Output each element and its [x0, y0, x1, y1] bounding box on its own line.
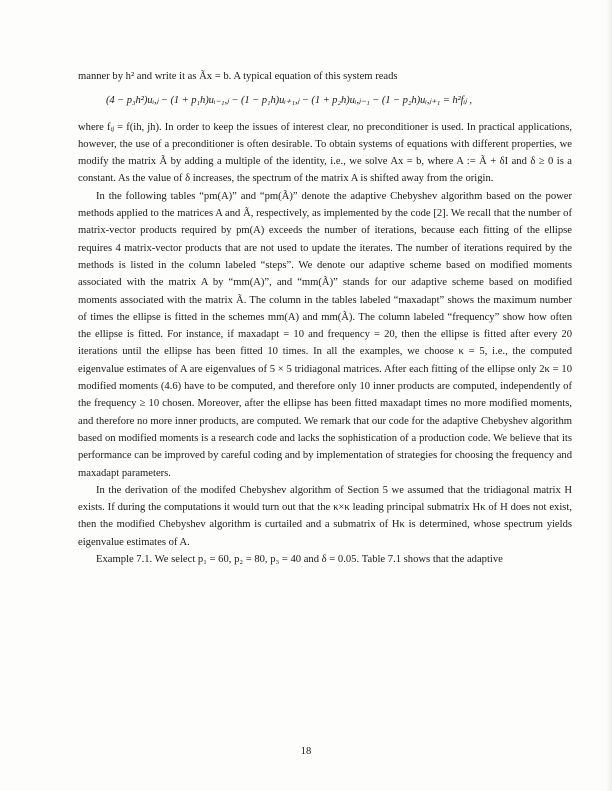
page-number: 18 [300, 746, 312, 757]
difference-equation: (4 − p₃h²)uᵢ,ⱼ − (1 + p₁h)uᵢ₋₁,ⱼ − (1 − p₁h)uᵢ₊₁,ⱼ − (1 + p₂h)uᵢ,ⱼ₋₁ − (1 − p₂h)uᵢ,ⱼ₊₁ = h²fᵢⱼ , [106, 95, 472, 107]
scan-edge-shadow [606, 0, 612, 791]
paragraph-where: where fᵢⱼ = f(ih, jh). In order to keep the issues of interest clear, no preconditioner is used. In practical applications, however, the use of a preconditioner is often desirable. To obtain systems of equations with different properties, we modify the matrix Ã by adding a multiple of the identity, i.e., we solve Ax = b, where A := Ã + δI and δ ≥ 0 is a constant. As the value of δ increases, the spectrum of the matrix A is shifted away from the origin. [78, 121, 572, 185]
paragraph-intro-line: manner by h² and write it as Ãx = b. A typical equation of this system reads [78, 71, 398, 82]
paragraph-derivation: In the derivation of the modifed Chebyshev algorithm of Section 5 we assumed that the tridiagonal matrix H exists. If during the computations it would turn out that the κ×κ leading principal submatrix Hκ of H does not exist, then the modified Chebyshev algorithm is curtailed and a submatrix of Hκ is determined, whose spectrum yields eigenvalue estimates of A. [78, 484, 572, 548]
paragraph-example: Example 7.1. We select p₁ = 60, p₂ = 80, p₃ = 40 and δ = 0.05. Table 7.1 shows that the adaptive [96, 554, 503, 566]
body-text [78, 68, 572, 568]
paragraph-tables: In the following tables “pm(A)” and “pm(Ã)” denote the adaptive Chebyshev algorithm based on the power methods applied to the matrices A and Ã, respectively, as implemented by the code [2]. We recall that the number of matrix-vector products required by pm(A) exceeds the number of iterations, because each fitting of the ellipse requires 4 matrix-vector products that are not used to update the iterates. The number of iterations required by the methods is listed in the column labeled “steps”. We denote our adaptive scheme based on modified moments associated with the matrix A by “mm(A)”, and “mm(Ã)” stands for our adaptive scheme based on modified moments associated with the matrix Ã. The column in the tables labeled “maxadapt” shows the maximum number of times the ellipse is fitted in the schemes mm(A) and mm(Ã). The column labeled “frequency” show how often the ellipse is fitted. For instance, if maxadapt = 10 and frequency = 20, then the ellipse is fitted after every 20 iterations until the ellipse has been fitted 10 times. In all the examples, we choose κ = 5, i.e., the computed eigenvalue estimates of A are eigenvalues of 5 × 5 tridiagonal matrices. After each fitting of the ellipse only 2κ = 10 modified moments (4.6) have to be computed, and therefore only 10 inner products are computed, independently of the frequency ≥ 10 chosen. Moreover, after the ellipse has been fitted maxadapt times no more modified moments, and therefore no more inner products, are computed. We remark that our code for the adaptive Chebyshev algorithm based on modified moments is a research code and lacks the sophistication of a production code. We believe that its performance can be improved by careful coding and by implementation of strategies for choosing the frequency and maxadapt parameters. [78, 190, 572, 479]
